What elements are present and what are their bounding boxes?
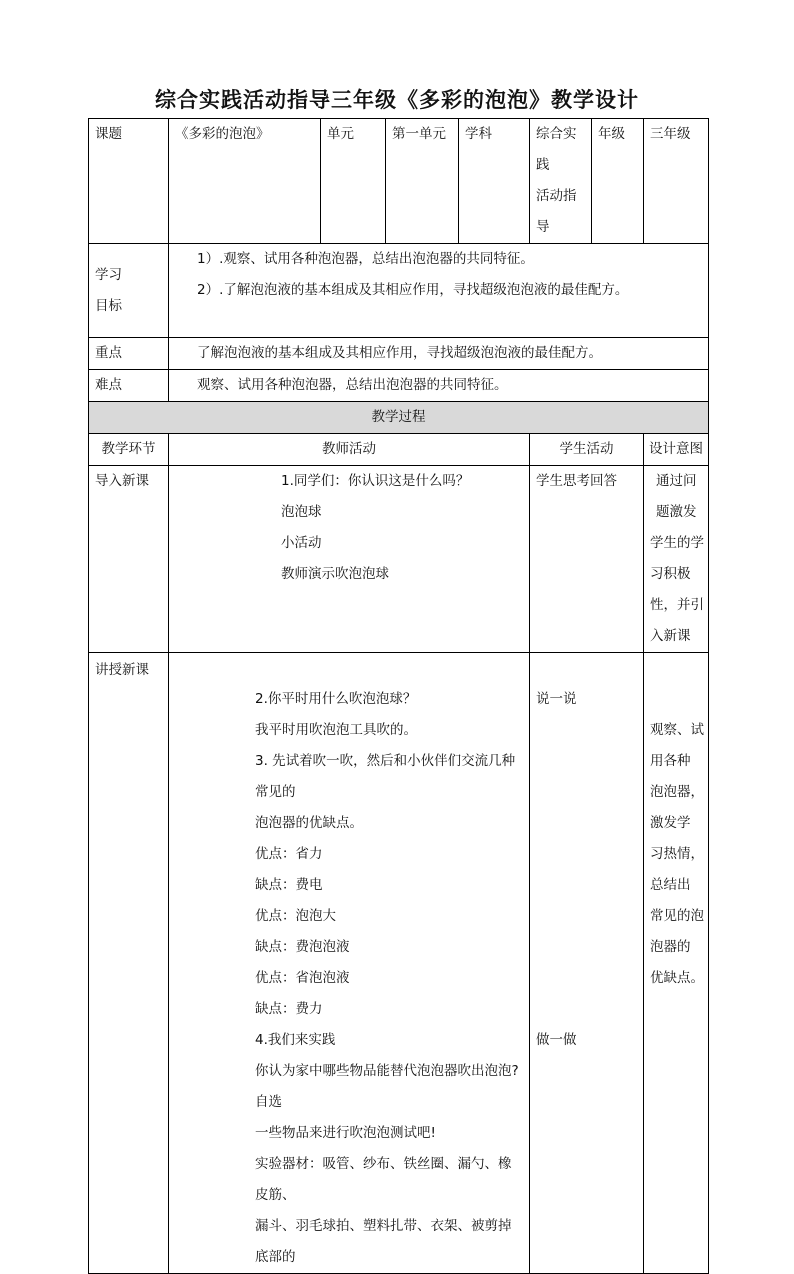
lesson-teacher-line: 优点：省力 <box>255 846 323 862</box>
goals-label-line: 学习 <box>95 267 122 283</box>
difficulty-row <box>89 370 709 402</box>
lesson-intent-line: 常见的泡泡器的 <box>650 908 704 955</box>
topic-label: 课题 <box>89 119 169 244</box>
lesson-intent-line: 习热情，总结出 <box>650 846 704 893</box>
lesson-teacher <box>169 653 530 1274</box>
lesson-teacher-line: 4.我们来实践 <box>255 1032 336 1048</box>
lesson-row <box>89 653 709 1274</box>
process-heading-row <box>89 402 709 434</box>
lesson-teacher-line: 你认为家中哪些物品能替代泡泡器吹出泡泡?自选 <box>255 1063 519 1110</box>
intro-student: 学生思考回答 <box>530 466 644 653</box>
lesson-teacher-line: 实验器材：吸管、纱布、铁丝圈、漏勺、橡皮筋、 <box>255 1156 512 1203</box>
lesson-intent-spacer <box>650 653 704 684</box>
goal-item: 2）.了解泡泡液的基本组成及其相应作用，寻找超级泡泡液的最佳配方。 <box>197 282 629 298</box>
lesson-teacher-line: 优点：省泡泡液 <box>255 970 350 986</box>
lesson-teacher-line: 2.你平时用什么吹泡泡球？ <box>255 691 417 707</box>
document-title: 综合实践活动指导三年级《多彩的泡泡》教学设计 <box>155 87 639 112</box>
intro-intent-line: 性，并引入新课 <box>650 597 704 644</box>
lesson-student-say: 说一说 <box>536 691 577 707</box>
subject-value-line: 活动指导 <box>536 188 577 235</box>
subject-value-line: 综合实践 <box>536 126 577 173</box>
lesson-student <box>530 653 644 1274</box>
lesson-teacher-line: 缺点：费泡泡液 <box>255 939 350 955</box>
lesson-teacher-line: 泡泡器的优缺点。 <box>255 815 363 831</box>
goals-row <box>89 244 709 338</box>
col-stage: 教学环节 <box>89 434 169 466</box>
key-point-label: 重点 <box>89 338 169 370</box>
header-row <box>89 119 709 244</box>
lesson-stage: 讲授新课 <box>89 653 169 1274</box>
intro-teacher-line: 泡泡球 <box>281 504 322 520</box>
goals-content <box>169 244 709 338</box>
lesson-teacher-line: 一些物品来进行吹泡泡测试吧! <box>255 1125 436 1141</box>
lesson-teacher-line: 缺点：费力 <box>255 1001 323 1017</box>
goal-item: 1）.观察、试用各种泡泡器，总结出泡泡器的共同特征。 <box>197 251 534 267</box>
goals-label-line: 目标 <box>95 298 122 314</box>
intro-teacher-line: 1.同学们：你认识这是什么吗？ <box>281 473 470 489</box>
intro-intent <box>644 466 709 653</box>
lesson-teacher-line: 漏斗、羽毛球拍、塑料扎带、衣架、被剪掉底部的 <box>255 1218 512 1265</box>
col-student: 学生活动 <box>530 434 644 466</box>
process-heading: 教学过程 <box>89 402 709 434</box>
unit-value: 第一单元 <box>386 119 459 244</box>
unit-label: 单元 <box>321 119 386 244</box>
lesson-teacher-spacer <box>255 653 523 684</box>
lesson-intent-line: 观察、试用各种 <box>650 722 704 769</box>
lesson-teacher-line: 我平时用吹泡泡工具吹的。 <box>255 722 417 738</box>
process-columns-row <box>89 434 709 466</box>
lesson-teacher-line: 缺点：费电 <box>255 877 323 893</box>
intro-stage: 导入新课 <box>89 466 169 653</box>
lesson-student-do: 做一做 <box>536 1032 577 1048</box>
key-point-row <box>89 338 709 370</box>
subject-label: 学科 <box>459 119 530 244</box>
lesson-plan-table <box>88 118 709 1274</box>
lesson-teacher-line: 3. 先试着吹一吹，然后和小伙伴们交流几种常见的 <box>255 753 516 800</box>
lesson-intent-line: 泡泡器，激发学 <box>650 784 704 831</box>
lesson-intent-spacer <box>650 684 704 715</box>
difficulty-text: 观察、试用各种泡泡器，总结出泡泡器的共同特征。 <box>169 370 709 402</box>
difficulty-label: 难点 <box>89 370 169 402</box>
grade-label: 年级 <box>592 119 644 244</box>
lesson-student-spacer <box>536 653 637 684</box>
lesson-intent-line: 优缺点。 <box>650 970 704 986</box>
intro-intent-line: 学生的学习积极 <box>650 535 704 582</box>
lesson-student-spacer <box>536 715 637 1025</box>
col-teacher: 教师活动 <box>169 434 530 466</box>
grade-value: 三年级 <box>644 119 709 244</box>
col-intent: 设计意图 <box>644 434 709 466</box>
lesson-intent <box>644 653 709 1274</box>
subject-value <box>530 119 592 244</box>
intro-row <box>89 466 709 653</box>
lesson-teacher-line: 优点：泡泡大 <box>255 908 336 924</box>
intro-intent-line: 通过问题激发 <box>656 473 697 520</box>
goals-label <box>89 244 169 338</box>
key-point-text: 了解泡泡液的基本组成及其相应作用，寻找超级泡泡液的最佳配方。 <box>169 338 709 370</box>
topic-value: 《多彩的泡泡》 <box>169 119 321 244</box>
intro-teacher-line: 教师演示吹泡泡球 <box>281 566 389 582</box>
intro-teacher <box>169 466 530 653</box>
intro-teacher-line: 小活动 <box>281 535 322 551</box>
